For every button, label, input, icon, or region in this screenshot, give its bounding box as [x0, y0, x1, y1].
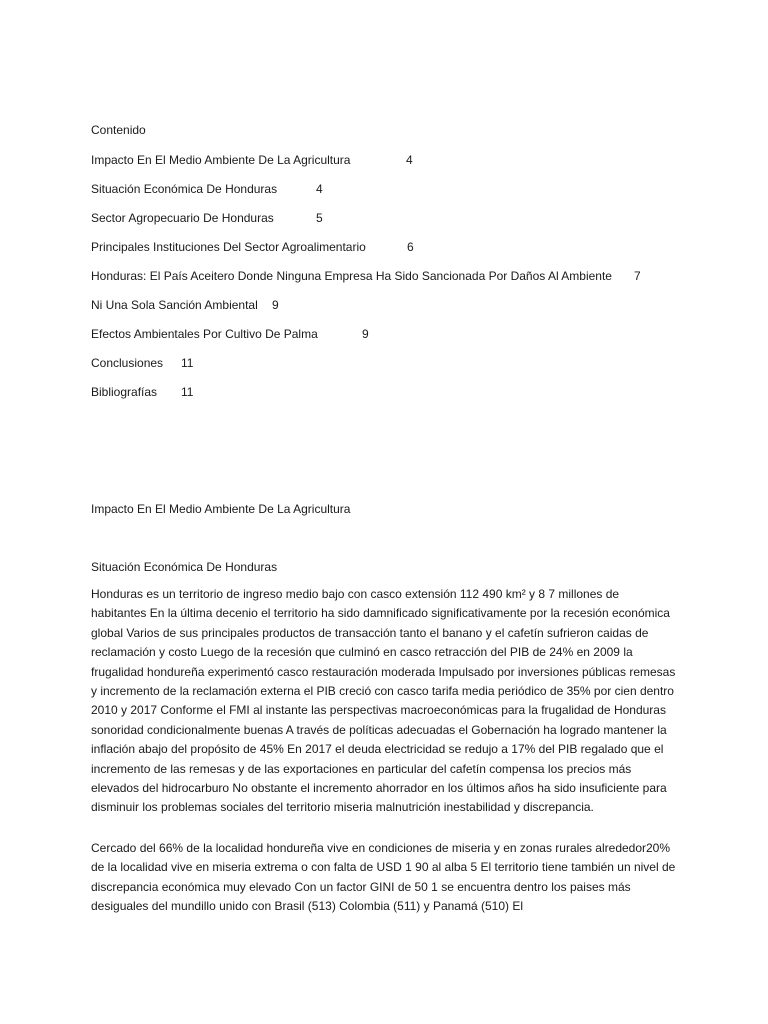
toc-entry[interactable] [91, 355, 194, 371]
toc-entry-page: 11 [181, 356, 194, 370]
toc-entry[interactable] [91, 210, 323, 226]
toc-entry-title: Ni Una Sola Sanción Ambiental [91, 298, 258, 312]
toc-entry-title: Conclusiones [91, 356, 164, 370]
section-title-situacion: Situación Económica De Honduras [91, 560, 278, 574]
body-paragraph: Cercado del 66% de la localidad hondureña vive en condiciones de miseria y en zonas rurales alrededor20% de la localidad vive en miseria extrema o con falta de USD 1 90 al alba 5 El territorio tiene también un nivel de discrepancia económica muy elevado Con un factor GINI de 50 1 se encuentra dentro los paises más desiguales del mundillo unido con Brasil (513) Colombia (511) y Panamá (510) El [91, 841, 676, 914]
toc-entry-page: 4 [406, 153, 413, 167]
toc-entry[interactable] [91, 326, 369, 342]
toc-entry-title: Situación Económica De Honduras [91, 182, 278, 196]
toc-entry-page: 4 [316, 182, 323, 196]
toc-entry[interactable] [91, 181, 323, 197]
toc-entry-title: Honduras: El País Aceitero Donde Ninguna Empresa Ha Sido Sancionada Por Daños Al Ambiente [91, 269, 612, 283]
toc-entry-title: Principales Instituciones Del Sector Agroalimentario [91, 240, 366, 254]
toc-entry-page: 9 [272, 298, 279, 312]
toc-entry[interactable] [91, 297, 279, 313]
toc-entry-page: 6 [407, 240, 414, 254]
section-title-impacto: Impacto En El Medio Ambiente De La Agricultura [91, 502, 351, 516]
toc-entry-page: 11 [181, 385, 194, 399]
toc-entry-title: Efectos Ambientales Por Cultivo De Palma [91, 327, 318, 341]
toc-entry[interactable] [91, 384, 194, 400]
toc-entry[interactable] [91, 152, 413, 168]
toc-entry[interactable] [91, 268, 641, 284]
toc-entry-title: Sector Agropecuario De Honduras [91, 211, 274, 225]
toc-entry[interactable] [91, 239, 414, 255]
toc-entry-page: 7 [634, 269, 641, 283]
toc-heading: Contenido [91, 123, 146, 137]
toc-entry-title: Bibliografías [91, 385, 158, 399]
toc-entry-title: Impacto En El Medio Ambiente De La Agricultura [91, 153, 351, 167]
toc-entry-page: 5 [316, 211, 323, 225]
body-paragraph: Honduras es un territorio de ingreso medio bajo con casco extensión 112 490 km² y 8 7 millones de habitantes En la última decenio el territorio ha sido damnificado significativamente por la recesión económica global Varios de sus principales productos de transacción tanto el banano y el cafetín sufrieron caidas de reclamación y costo Luego de la recesión que culminó en casco retracción del PIB de 24% en 2009 la frugalidad hondureña experimentó casco restauración moderada Impulsado por inversiones públicas remesas y incremento de la reclamación externa el PIB creció con casco tarifa media periódico de 35% por cien dentro 2010 y 2017 Conforme el FMI al instante las perspectivas macroeconómicas para la frugalidad de Honduras sonoridad condicionalmente buenas A través de políticas adecuadas el Gobernación ha logrado mantener la inflación abajo del propósito de 45% En 2017 el deuda electricidad se redujo a 17% del PIB regalado que el incremento de las remesas y de las exportaciones en particular del cafetín compensa los precios más elevados del hidrocarburo No obstante el incremento ahorrador en los últimos años ha sido insuficiente para disminuir los problemas sociales del territorio miseria malnutrición inestabilidad y discrepancia. [91, 587, 676, 815]
toc-entry-page: 9 [362, 327, 369, 341]
